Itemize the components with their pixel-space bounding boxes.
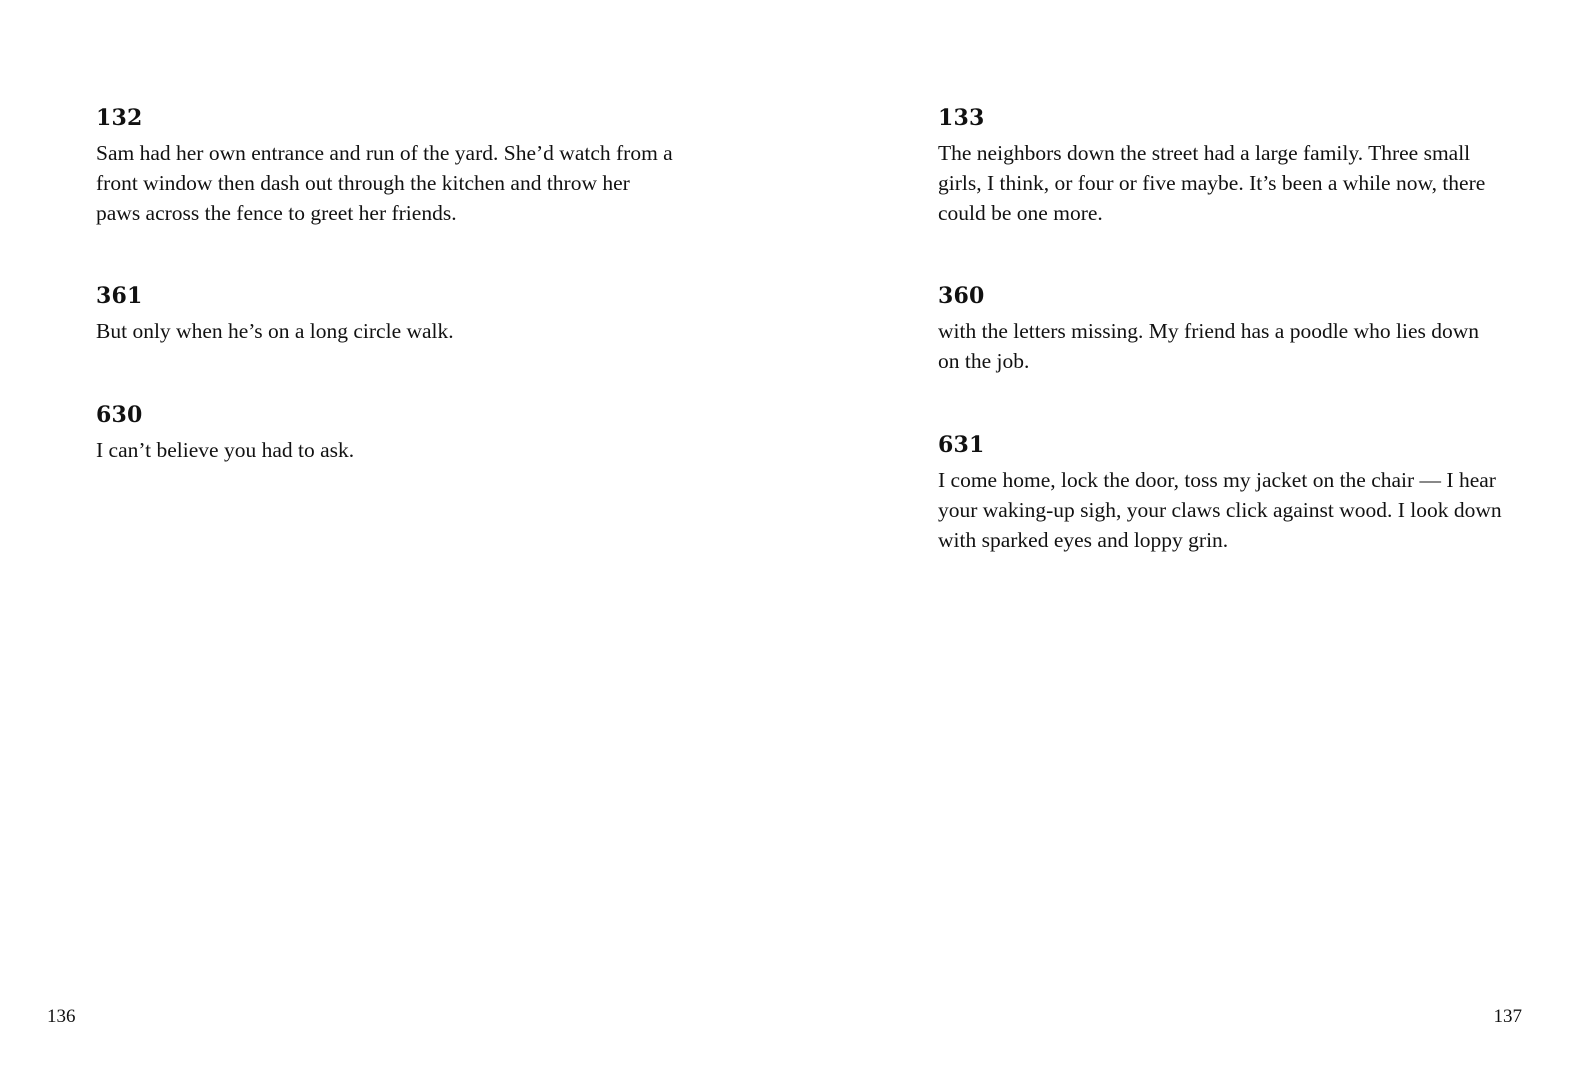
entry-text: I can’t believe you had to ask. [96,438,355,462]
page-number-left: 136 [47,1006,76,1027]
entry-631 [938,431,1504,555]
entry-number: 360 [938,283,985,309]
entry-number: 133 [938,105,985,131]
entry-630 [96,401,676,465]
entry-number: 361 [96,283,143,309]
entry-text: But only when he’s on a long circle walk. [96,319,454,343]
entry-360 [938,282,1504,376]
right-page [792,0,1584,1080]
entry-text: The neighbors down the street had a large family. Three small girls, I think, or four or five maybe. It’s been a while now, there could be one more. [938,141,1486,225]
entry-number: 630 [96,402,143,428]
page-number-right: 137 [1493,1006,1522,1027]
entry-text: with the letters missing. My friend has a poodle who lies down on the job. [938,319,1480,373]
entry-133 [938,104,1504,228]
entry-text: Sam had her own entrance and run of the yard. She’d watch from a front window then dash out through the kitchen and throw her paws across the fence to greet her friends. [96,141,673,225]
entry-number: 132 [96,105,143,131]
entry-number: 631 [938,432,985,458]
entry-132 [96,104,676,228]
entry-text: I come home, lock the door, toss my jacket on the chair — I hear your waking-up sigh, your claws click against wood. I look down with sparked eyes and loppy grin. [938,468,1502,552]
entry-361 [96,282,676,346]
